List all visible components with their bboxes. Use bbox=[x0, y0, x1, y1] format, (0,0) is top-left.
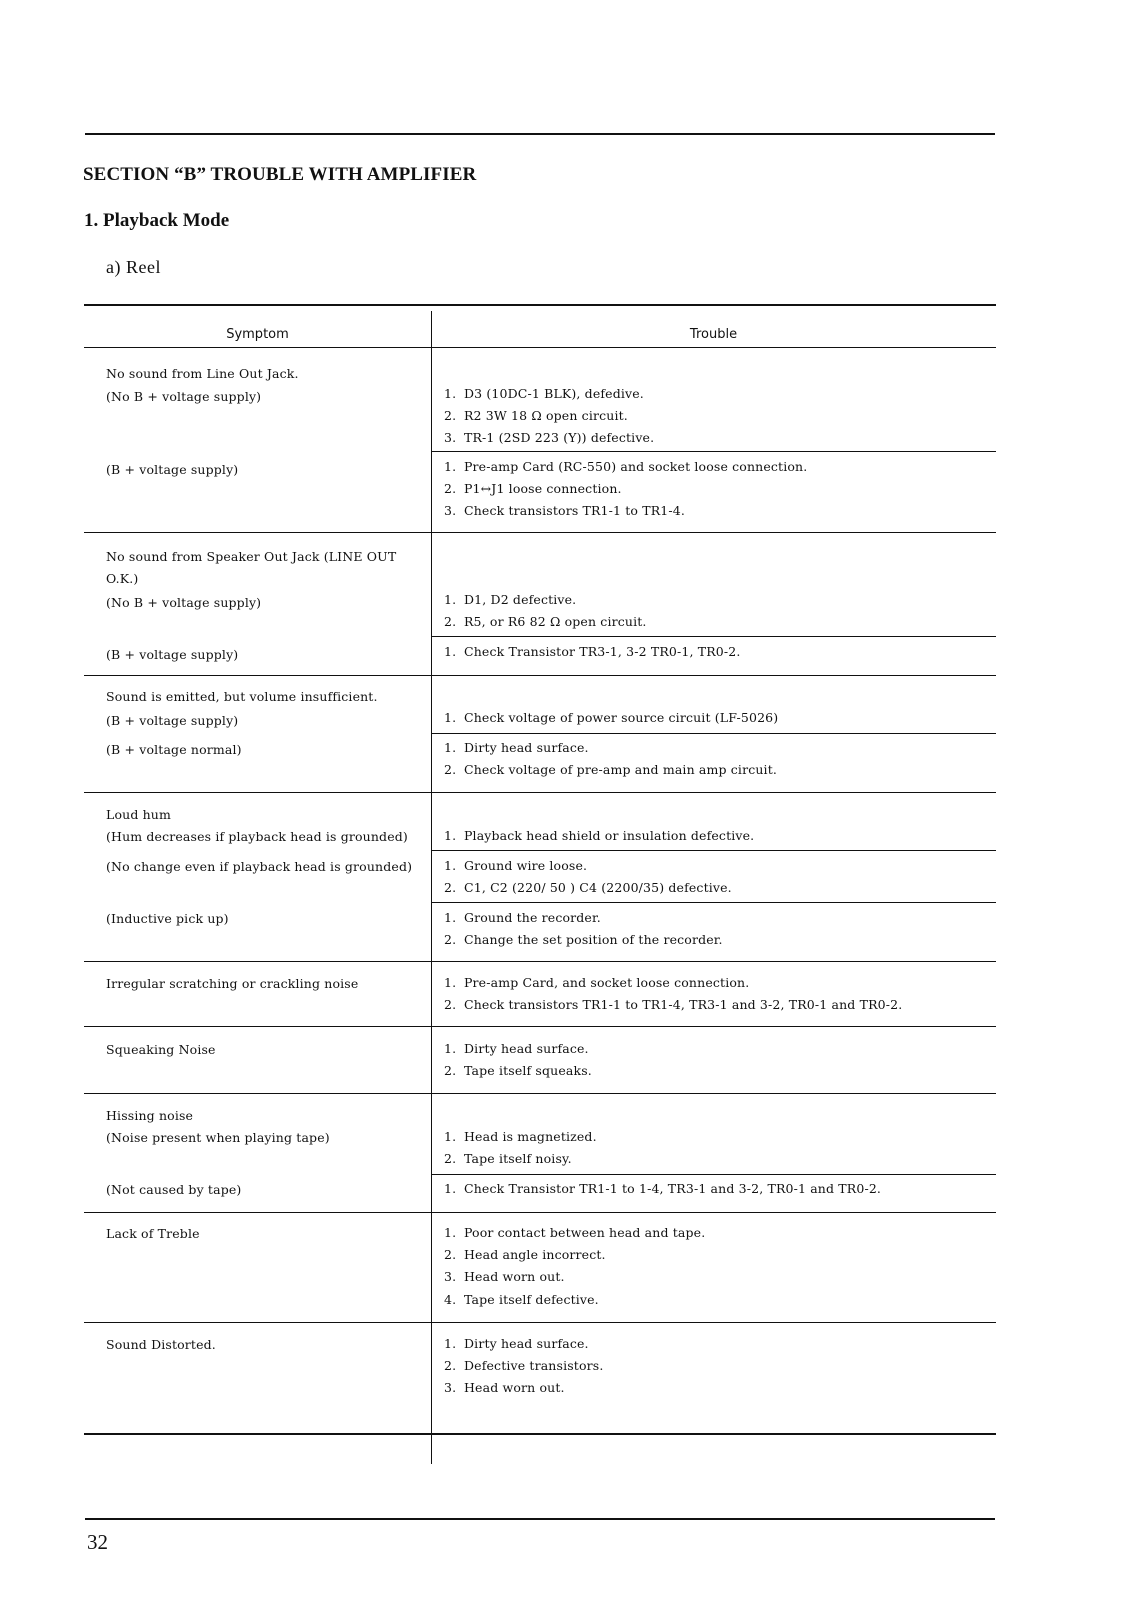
trouble-item bbox=[444, 611, 647, 633]
trouble-item bbox=[444, 405, 628, 427]
item-number: 3. bbox=[444, 1269, 457, 1284]
symptom-cell: (Inductive pick up) bbox=[106, 911, 229, 926]
symptom-cell: No sound from Line Out Jack. bbox=[106, 366, 299, 381]
item-number: 1. bbox=[444, 1129, 457, 1144]
trouble-item bbox=[444, 1244, 606, 1266]
trouble-item bbox=[444, 907, 601, 929]
item-number: 3. bbox=[444, 503, 457, 518]
item-text: Defective transistors. bbox=[464, 1358, 604, 1373]
symptom-cell: (No B + voltage supply) bbox=[106, 595, 262, 610]
symptom-cell: Lack of Treble bbox=[106, 1226, 200, 1241]
trouble-item bbox=[444, 737, 589, 759]
section-title: SECTION “B” TROUBLE WITH AMPLIFIER bbox=[83, 164, 477, 185]
trouble-item bbox=[444, 1038, 589, 1060]
symptom-cell: (Noise present when playing tape) bbox=[106, 1130, 330, 1145]
row-divider bbox=[84, 675, 996, 676]
item-number: 2. bbox=[444, 1151, 457, 1166]
item-text: Tape itself squeaks. bbox=[464, 1063, 592, 1078]
trouble-item bbox=[444, 427, 654, 449]
item-text: Pre-amp Card (RC-550) and socket loose connection. bbox=[464, 459, 808, 474]
top-rule bbox=[85, 133, 995, 135]
sub-heading: a) Reel bbox=[106, 257, 161, 277]
item-text: Head angle incorrect. bbox=[464, 1247, 606, 1262]
symptom-cell: (B + voltage normal) bbox=[106, 742, 242, 757]
row-divider bbox=[431, 451, 996, 452]
item-text: D1, D2 defective. bbox=[464, 592, 577, 607]
item-text: Check Transistor TR1-1 to 1-4, TR3-1 and 3-2, TR0-1 and TR0-2. bbox=[464, 1181, 882, 1196]
trouble-item bbox=[444, 1126, 597, 1148]
trouble-item bbox=[444, 456, 807, 478]
item-number: 1. bbox=[444, 1336, 457, 1351]
item-text: Ground the recorder. bbox=[464, 910, 601, 925]
item-number: 1. bbox=[444, 459, 457, 474]
symptom-cell: Sound Distorted. bbox=[106, 1337, 216, 1352]
item-text: R2 3W 18 Ω open circuit. bbox=[464, 408, 628, 423]
footer-rule bbox=[85, 1518, 995, 1520]
trouble-item bbox=[444, 825, 754, 847]
symptom-cell: (Not caused by tape) bbox=[106, 1182, 242, 1197]
item-number: 1. bbox=[444, 828, 457, 843]
trouble-item bbox=[444, 478, 622, 500]
trouble-item bbox=[444, 877, 732, 899]
row-divider bbox=[84, 1322, 996, 1323]
item-text: Dirty head surface. bbox=[464, 740, 589, 755]
item-number: 2. bbox=[444, 762, 457, 777]
item-number: 2. bbox=[444, 932, 457, 947]
symptom-cell: No sound from Speaker Out Jack (LINE OUT bbox=[106, 549, 397, 564]
item-text: Head worn out. bbox=[464, 1269, 565, 1284]
item-number: 2. bbox=[444, 481, 457, 496]
item-text: D3 (10DC-1 BLK), defedive. bbox=[464, 386, 644, 401]
item-number: 1. bbox=[444, 910, 457, 925]
trouble-item bbox=[444, 1289, 599, 1311]
trouble-item bbox=[444, 589, 576, 611]
item-text: P1↔J1 loose connection. bbox=[464, 481, 622, 496]
item-number: 3. bbox=[444, 1380, 457, 1395]
trouble-header: Trouble bbox=[689, 327, 738, 342]
symptom-cell: Sound is emitted, but volume insufficient. bbox=[106, 689, 378, 704]
item-number: 2. bbox=[444, 880, 457, 895]
column-divider bbox=[431, 311, 432, 1464]
item-text: Playback head shield or insulation defective. bbox=[464, 828, 755, 843]
item-text: Poor contact between head and tape. bbox=[464, 1225, 706, 1240]
symptom-cell: Irregular scratching or crackling noise bbox=[106, 976, 359, 991]
item-number: 2. bbox=[444, 997, 457, 1012]
trouble-item bbox=[444, 972, 749, 994]
symptom-header: Symptom bbox=[226, 327, 289, 342]
item-text: Tape itself defective. bbox=[464, 1292, 599, 1307]
trouble-item bbox=[444, 855, 587, 877]
item-text: Check transistors TR1-1 to TR1-4, TR3-1 and 3-2, TR0-1 and TR0-2. bbox=[464, 997, 903, 1012]
item-number: 1. bbox=[444, 592, 457, 607]
trouble-item bbox=[444, 1377, 565, 1399]
row-divider bbox=[431, 1174, 996, 1175]
item-text: Ground wire loose. bbox=[464, 858, 588, 873]
header-rule bbox=[84, 347, 996, 348]
trouble-item bbox=[444, 1266, 565, 1288]
item-number: 1. bbox=[444, 1225, 457, 1240]
symptom-cell: Squeaking Noise bbox=[106, 1042, 216, 1057]
trouble-item bbox=[444, 641, 740, 663]
row-divider bbox=[431, 636, 996, 637]
item-text: Check voltage of pre-amp and main amp circuit. bbox=[464, 762, 778, 777]
item-number: 1. bbox=[444, 1041, 457, 1056]
item-number: 1. bbox=[444, 1181, 457, 1196]
row-divider bbox=[84, 1026, 996, 1027]
item-text: Head is magnetized. bbox=[464, 1129, 597, 1144]
trouble-item bbox=[444, 1178, 881, 1200]
item-text: Dirty head surface. bbox=[464, 1336, 589, 1351]
item-text: Tape itself noisy. bbox=[464, 1151, 572, 1166]
row-divider bbox=[431, 850, 996, 851]
item-number: 1. bbox=[444, 858, 457, 873]
item-number: 1. bbox=[444, 975, 457, 990]
trouble-table bbox=[84, 311, 996, 1464]
trouble-item bbox=[444, 383, 644, 405]
item-number: 2. bbox=[444, 1358, 457, 1373]
symptom-cell: (No B + voltage supply) bbox=[106, 389, 262, 404]
trouble-item bbox=[444, 1222, 705, 1244]
item-number: 2. bbox=[444, 408, 457, 423]
trouble-item bbox=[444, 929, 723, 951]
symptom-cell: (No change even if playback head is grounded) bbox=[106, 859, 413, 874]
item-number: 2. bbox=[444, 1247, 457, 1262]
row-divider bbox=[84, 1212, 996, 1213]
item-text: Head worn out. bbox=[464, 1380, 565, 1395]
trouble-item bbox=[444, 1355, 603, 1377]
trouble-item bbox=[444, 1148, 572, 1170]
item-number: 1. bbox=[444, 386, 457, 401]
symptom-cell: O.K.) bbox=[106, 571, 139, 586]
mode-heading: 1. Playback Mode bbox=[84, 210, 230, 231]
trouble-item bbox=[444, 707, 778, 729]
item-number: 1. bbox=[444, 644, 457, 659]
item-number: 2. bbox=[444, 1063, 457, 1078]
symptom-cell: (B + voltage supply) bbox=[106, 713, 239, 728]
item-number: 1. bbox=[444, 740, 457, 755]
item-number: 1. bbox=[444, 710, 457, 725]
row-divider bbox=[84, 792, 996, 793]
item-text: Check Transistor TR3-1, 3-2 TR0-1, TR0-2. bbox=[464, 644, 741, 659]
row-divider bbox=[84, 1093, 996, 1094]
item-text: Dirty head surface. bbox=[464, 1041, 589, 1056]
symptom-cell: Loud hum bbox=[106, 807, 172, 822]
item-text: Change the set position of the recorder. bbox=[464, 932, 723, 947]
table-bottom-rule bbox=[84, 1433, 996, 1435]
item-text: Pre-amp Card, and socket loose connection. bbox=[464, 975, 750, 990]
symptom-cell: Hissing noise bbox=[106, 1108, 194, 1123]
trouble-item bbox=[444, 500, 685, 522]
symptom-cell: (B + voltage supply) bbox=[106, 647, 239, 662]
row-divider bbox=[431, 733, 996, 734]
item-number: 4. bbox=[444, 1292, 457, 1307]
row-divider bbox=[431, 902, 996, 903]
table-top-rule bbox=[84, 304, 996, 306]
symptom-cell: (B + voltage supply) bbox=[106, 462, 239, 477]
symptom-cell: (Hum decreases if playback head is grounded) bbox=[106, 829, 408, 844]
trouble-item bbox=[444, 759, 777, 781]
item-number: 2. bbox=[444, 614, 457, 629]
row-divider bbox=[84, 961, 996, 962]
trouble-item bbox=[444, 1333, 589, 1355]
item-text: C1, C2 (220/ 50 ) C4 (2200/35) defective. bbox=[464, 880, 732, 895]
item-text: R5, or R6 82 Ω open circuit. bbox=[464, 614, 647, 629]
item-number: 3. bbox=[444, 430, 457, 445]
trouble-item bbox=[444, 1060, 592, 1082]
item-text: Check transistors TR1-1 to TR1-4. bbox=[464, 503, 685, 518]
item-text: Check voltage of power source circuit (LF-5026) bbox=[464, 710, 779, 725]
row-divider bbox=[84, 532, 996, 533]
page-number: 32 bbox=[87, 1530, 108, 1554]
item-text: TR-1 (2SD 223 (Y)) defective. bbox=[464, 430, 655, 445]
trouble-item bbox=[444, 994, 902, 1016]
